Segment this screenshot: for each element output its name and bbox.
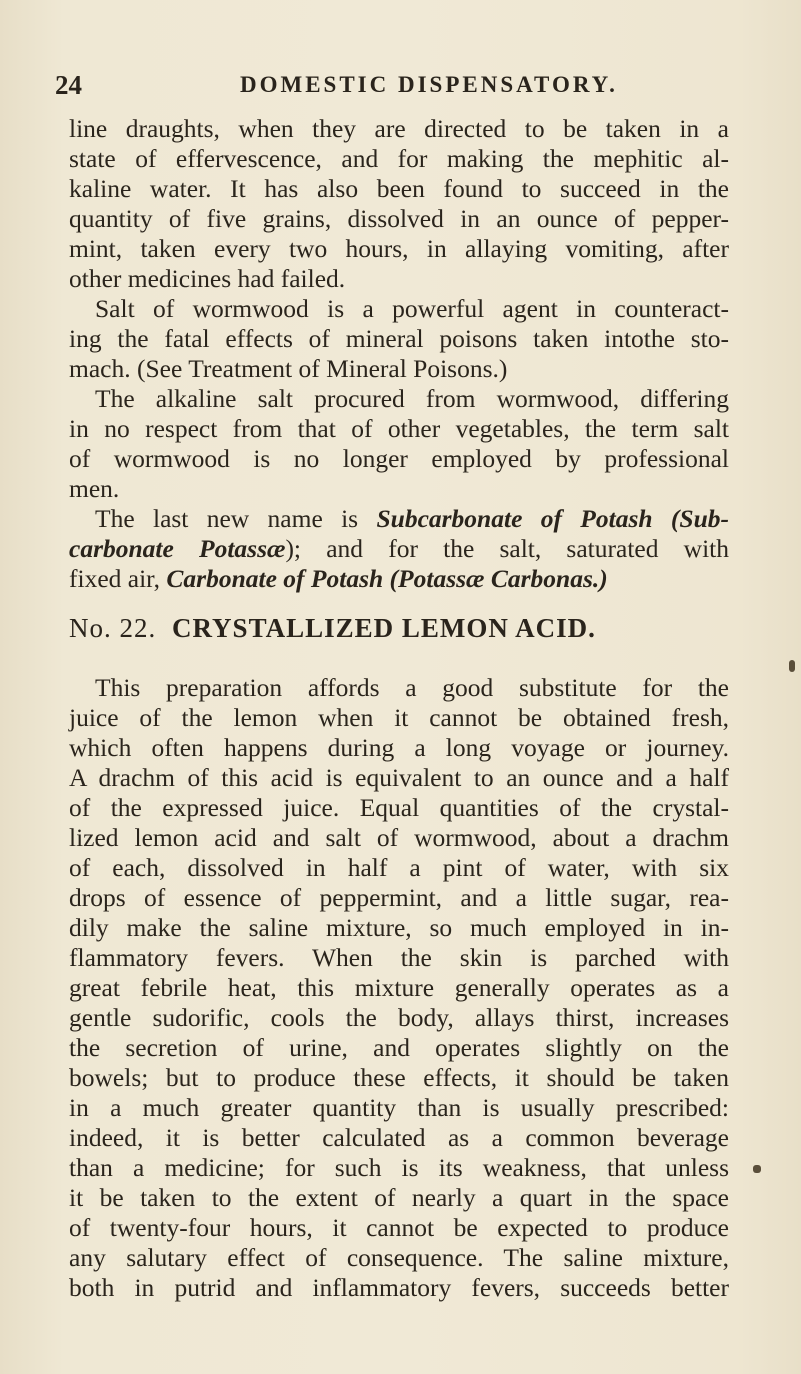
text-line: mach. (See Treatment of Mineral Poisons.) [69,354,508,383]
paragraph-alkaline-salt [69,384,729,504]
italic-term: Subcarbonate of Potash (Sub- [376,504,730,533]
page-number: 24 [55,70,82,100]
text-line: which often happens during a long voyage or journey. [69,733,729,762]
paragraph-lemon-acid [69,673,729,1303]
text-line: lized lemon acid and salt of wormwood, about a drachm [69,823,729,852]
page-header [55,70,745,110]
text-fragment: The last new name is [95,504,377,533]
text-line: Salt of wormwood is a powerful agent in counteract- [95,294,729,323]
text-line: any salutary effect of consequence. The saline mixture, [69,1243,729,1272]
text-line: This preparation affords a good substitute for the [95,673,729,702]
italic-term: carbonate Potassæ [69,534,286,563]
text-line: ing the fatal effects of mineral poisons taken intothe sto- [69,324,729,353]
text-line: the secretion of urine, and operates slightly on the [69,1033,729,1062]
text-line: quantity of five grains, dissolved in an ounce of pepper- [69,204,729,233]
text-line: it be taken to the extent of nearly a quart in the space [69,1183,729,1212]
paragraph-mineral-poisons [69,294,729,384]
section-number: No. 22. [69,613,157,643]
paragraph-new-name [69,504,729,594]
text-line: great febrile heat, this mixture generally operates as a [69,973,729,1002]
text-fragment: ); and for the salt, saturated with [285,534,729,563]
section-title: CRYSTALLIZED LEMON ACID. [172,613,596,643]
text-line [69,504,729,534]
text-line: other medicines had failed. [69,264,346,293]
text-line: of the expressed juice. Equal quantities of the crystal- [69,793,729,822]
page-edge-mark [789,660,795,672]
text-line: of each, dissolved in half a pint of water, with six [69,853,729,882]
text-line: both in putrid and inflammatory fevers, succeeds better [69,1273,729,1302]
text-line: bowels; but to produce these effects, it should be taken [69,1063,729,1092]
text-line [69,534,729,564]
text-line: The alkaline salt procured from wormwood, differing [95,384,729,413]
italic-term: Carbonate of Potash (Potassæ Carbonas.) [166,564,608,593]
running-head: DOMESTIC DISPENSATORY. [240,72,618,97]
text-line: in no respect from that of other vegetables, the term salt [69,414,729,443]
text-line: indeed, it is better calculated as a common beverage [69,1123,729,1152]
text-line: in a much greater quantity than is usually prescribed: [69,1093,729,1122]
text-line: gentle sudorific, cools the body, allays thirst, increases [69,1003,729,1032]
paragraph-continuation [69,114,729,294]
text-line: drops of essence of peppermint, and a little sugar, rea- [69,883,729,912]
text-fragment: fixed air, [69,564,167,593]
text-line: juice of the lemon when it cannot be obtained fresh, [69,703,729,732]
text-line: state of effervescence, and for making the mephitic al- [69,144,729,173]
text-line: line draughts, when they are directed to be taken in a [69,114,729,143]
page-edge-mark [753,1165,761,1173]
text-line: of twenty-four hours, it cannot be expected to produce [69,1213,729,1242]
text-line: of wormwood is no longer employed by professional [69,444,729,473]
text-line: kaline water. It has also been found to succeed in the [69,174,729,203]
text-line: men. [69,474,120,503]
text-line: mint, taken every two hours, in allaying vomiting, after [69,234,729,263]
text-line: dily make the saline mixture, so much employed in in- [69,913,729,942]
text-line [69,564,729,594]
text-line: A drachm of this acid is equivalent to an ounce and a half [69,763,729,792]
section-heading [69,613,729,644]
text-line: flammatory fevers. When the skin is parched with [69,943,729,972]
text-line: than a medicine; for such is its weakness, that unless [69,1153,729,1182]
